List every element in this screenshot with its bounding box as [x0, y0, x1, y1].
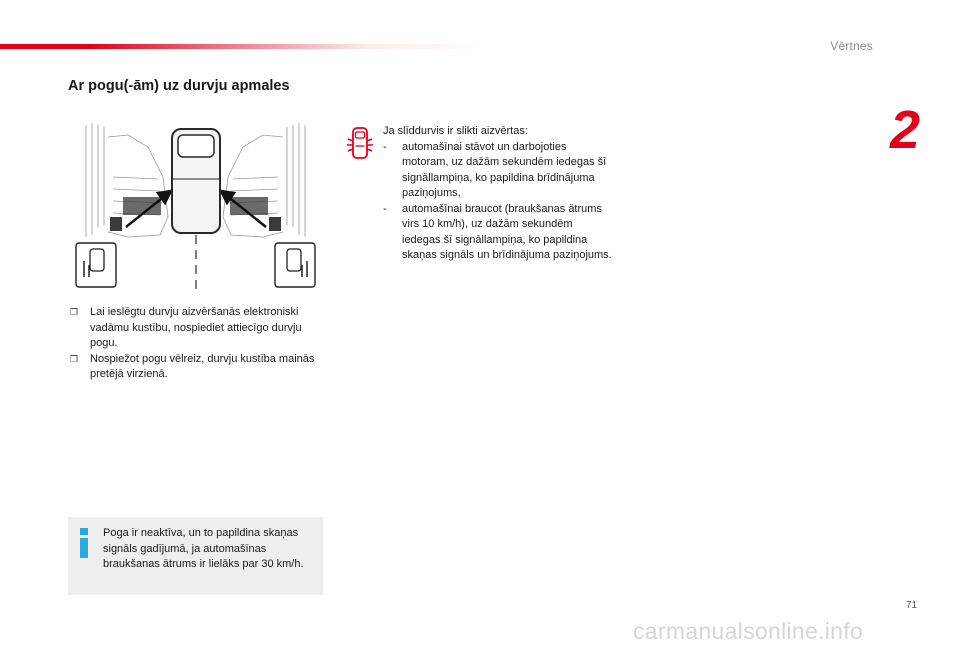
watermark: carmanualsonline.info	[633, 618, 864, 644]
warning-intro: Ja slīddurvis ir slikti aizvērtas:	[383, 125, 528, 137]
page-number: 71	[906, 600, 918, 611]
warning-list	[383, 140, 613, 264]
list-item: - automašīnai braucot (braukšanas ātrums virs 10 km/h), uz dažām sekundēm iedegas šī signāllampiņa, ko papildina skaņas signāls un brīdinājuma paziņojums.	[383, 202, 612, 261]
car-door-warning-icon	[345, 125, 375, 161]
checkbox-bullet-icon: ❐	[70, 307, 79, 317]
instruction-list	[70, 305, 326, 383]
list-item: - automašīnai stāvot un darbojoties motoram, uz dažām sekundēm iedegas šī signāllampiņa, ko papildina brīdinājuma paziņojums,	[383, 140, 607, 199]
checkbox-bullet-icon: ❐	[70, 353, 79, 364]
header-accent-bar	[0, 44, 490, 49]
info-icon	[77, 528, 91, 558]
chapter-number: 2	[890, 100, 921, 160]
door-button-illustration	[68, 117, 323, 292]
list-item: ❐ Nospiežot pogu vēlreiz, durvju kustība mainās pretējā virzienā.	[70, 352, 315, 380]
list-item: ❐ Lai ieslēgtu durvju aizvēršanās elektroniski vadāmu kustību, nospiediet attiecīgo durvju pogu.	[70, 306, 302, 349]
warning-text-block	[383, 124, 613, 264]
info-note-text: Poga ir neaktīva, un to papildina skaņas signāls gadījumā, ja automašīnas braukšanas ātrums ir lielāks par 30 km/h.	[103, 527, 304, 570]
chapter-name: Vērtnes	[830, 39, 873, 53]
info-note-box	[68, 517, 323, 595]
page-title: Ar pogu(-ām) uz durvju apmales	[68, 78, 290, 94]
